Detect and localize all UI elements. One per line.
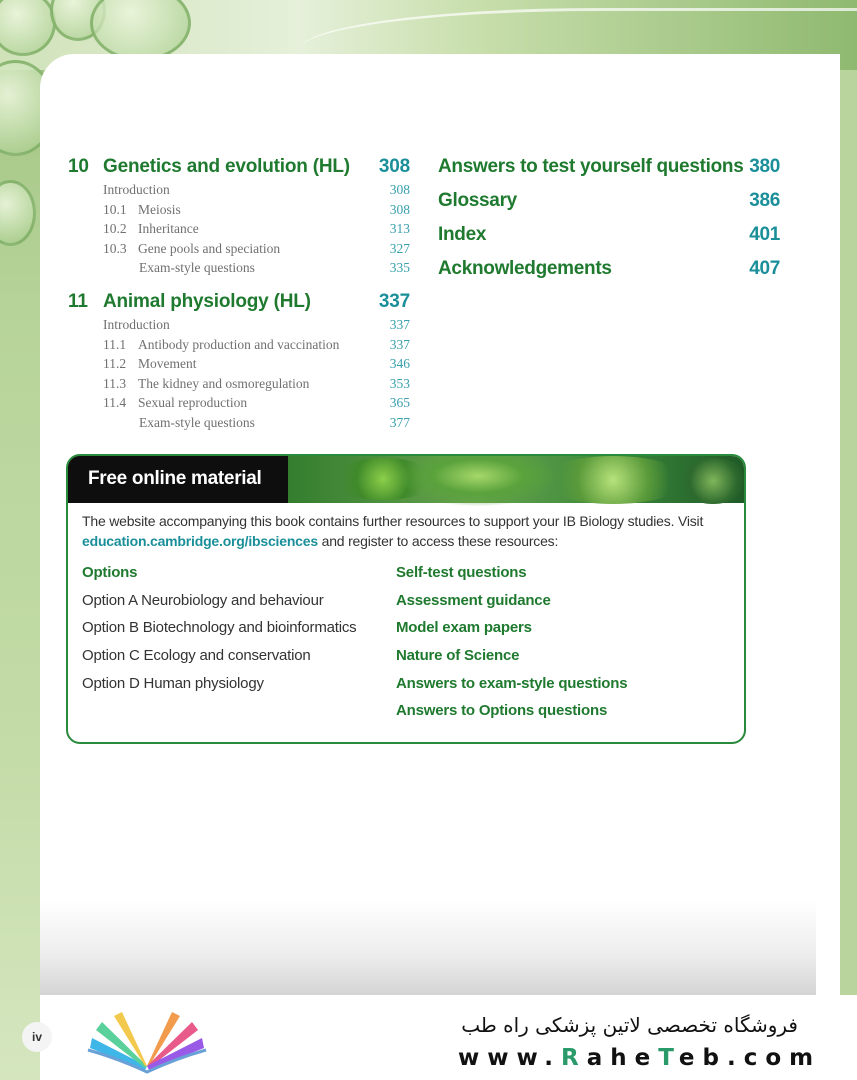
resource-item: Assessment guidance [396, 591, 551, 609]
entry-page: 407 [749, 258, 780, 279]
virus-image-decoration [678, 458, 746, 504]
entry-number: 10.1 [103, 201, 127, 217]
entry-page: 337 [389, 336, 410, 352]
toc-back-matter [438, 156, 780, 292]
resource-item: Nature of Science [396, 647, 520, 665]
entry-number: 10.2 [103, 221, 127, 236]
toc-entry[interactable] [68, 317, 410, 337]
entry-title: Glossary [438, 190, 517, 211]
url-part: www. [458, 1045, 562, 1071]
entry-title: Introduction [103, 182, 170, 197]
chapter-heading[interactable] [68, 156, 410, 182]
chapter-title: Animal physiology (HL) [103, 291, 311, 312]
toc-back-entry[interactable] [438, 156, 780, 190]
entry-page: 353 [389, 375, 410, 391]
toc-entry[interactable] [68, 260, 410, 280]
website-link[interactable]: education.cambridge.org/ibsciences [82, 532, 318, 549]
open-book-logo-icon [82, 1008, 212, 1074]
options-column [82, 564, 356, 702]
toc-entry[interactable] [68, 221, 410, 241]
free-online-intro [82, 512, 732, 551]
entry-number: 11.1 [103, 336, 127, 352]
toc-back-entry[interactable] [438, 224, 780, 258]
store-name: فروشگاه تخصصی لاتین پزشکی راه طب [461, 1013, 798, 1037]
resource-item: Answers to Options questions [396, 702, 608, 720]
entry-title: Answers to test yourself questions [438, 156, 744, 177]
entry-page: 335 [389, 260, 410, 275]
entry-title: Movement [138, 356, 197, 371]
entry-title: Gene pools and speciation [138, 240, 281, 256]
virus-image-decoration [398, 454, 558, 506]
entry-title: Exam-style questions [139, 260, 255, 275]
toc-entry[interactable] [68, 395, 410, 415]
entry-title: Sexual reproduction [138, 395, 248, 410]
toc-chapter-11 [68, 291, 410, 434]
entry-page: 346 [389, 356, 410, 371]
free-online-title-bar [68, 456, 288, 503]
entry-page: 377 [389, 414, 410, 430]
intro-text-end: and register to access these resources: [317, 532, 559, 549]
entry-title: Introduction [103, 317, 170, 332]
chapter-title: Genetics and evolution (HL) [103, 156, 350, 177]
store-url[interactable] [458, 1045, 822, 1071]
url-part: .com [726, 1045, 822, 1071]
option-item: Option B Biotechnology and bioinformatics [82, 619, 357, 637]
toc-entry[interactable] [68, 241, 410, 261]
entry-number: 11.4 [103, 395, 127, 410]
intro-text: The website accompanying this book contains further resources to support your IB Biology studies. Visit [82, 513, 704, 529]
toc-entry[interactable] [68, 337, 410, 357]
entry-number: 11.3 [103, 375, 127, 391]
free-online-title: Free online material [88, 468, 262, 489]
resource-item: Model exam papers [396, 619, 532, 637]
entry-title: Acknowledgements [438, 258, 612, 279]
entry-title: Exam-style questions [139, 414, 255, 430]
option-item: Option D Human physiology [82, 674, 264, 692]
entry-page: 327 [389, 240, 410, 256]
chapter-page: 308 [378, 156, 410, 177]
entry-number: 11.2 [103, 356, 127, 371]
virus-image-decoration [538, 456, 688, 504]
free-online-banner [68, 456, 744, 503]
url-part: ahe [586, 1045, 659, 1071]
toc-back-entry[interactable] [438, 258, 780, 292]
chapter-page: 337 [378, 291, 410, 312]
entry-title: Index [438, 224, 487, 245]
entry-number: 10.3 [103, 240, 127, 256]
entry-title: Meiosis [138, 201, 181, 217]
free-online-material-box [66, 454, 746, 744]
toc-entry[interactable] [68, 182, 410, 202]
option-item: Option A Neurobiology and behaviour [82, 591, 324, 609]
entry-page: 308 [389, 182, 410, 197]
toc-entry[interactable] [68, 376, 410, 396]
entry-page: 308 [389, 201, 410, 217]
toc-chapter-10 [68, 156, 410, 280]
resources-column [396, 564, 627, 730]
toc-entry[interactable] [68, 415, 410, 435]
entry-page: 386 [749, 190, 780, 211]
options-heading: Options [82, 564, 138, 581]
toc-back-entry[interactable] [438, 190, 780, 224]
option-item: Option C Ecology and conservation [82, 647, 311, 665]
resource-item: Self-test questions [396, 564, 527, 581]
entry-page: 401 [749, 224, 780, 245]
page-bottom-shadow [40, 900, 816, 995]
url-part: R [561, 1045, 587, 1071]
page-number: iv [22, 1022, 52, 1052]
entry-page: 337 [389, 317, 410, 332]
entry-page: 365 [389, 395, 410, 410]
resource-item: Answers to exam-style questions [396, 674, 628, 692]
url-part: T [658, 1045, 679, 1071]
entry-title: The kidney and osmoregulation [138, 375, 310, 391]
toc-entry[interactable] [68, 356, 410, 376]
toc-entry[interactable] [68, 202, 410, 222]
entry-title: Antibody production and vaccination [138, 336, 340, 352]
entry-page: 380 [749, 156, 780, 177]
chapter-heading[interactable] [68, 291, 410, 317]
entry-title: Inheritance [138, 221, 199, 236]
chapter-number: 10 [68, 156, 89, 177]
chapter-number: 11 [68, 291, 88, 312]
url-part: eb [678, 1045, 727, 1071]
entry-page: 313 [389, 221, 410, 236]
